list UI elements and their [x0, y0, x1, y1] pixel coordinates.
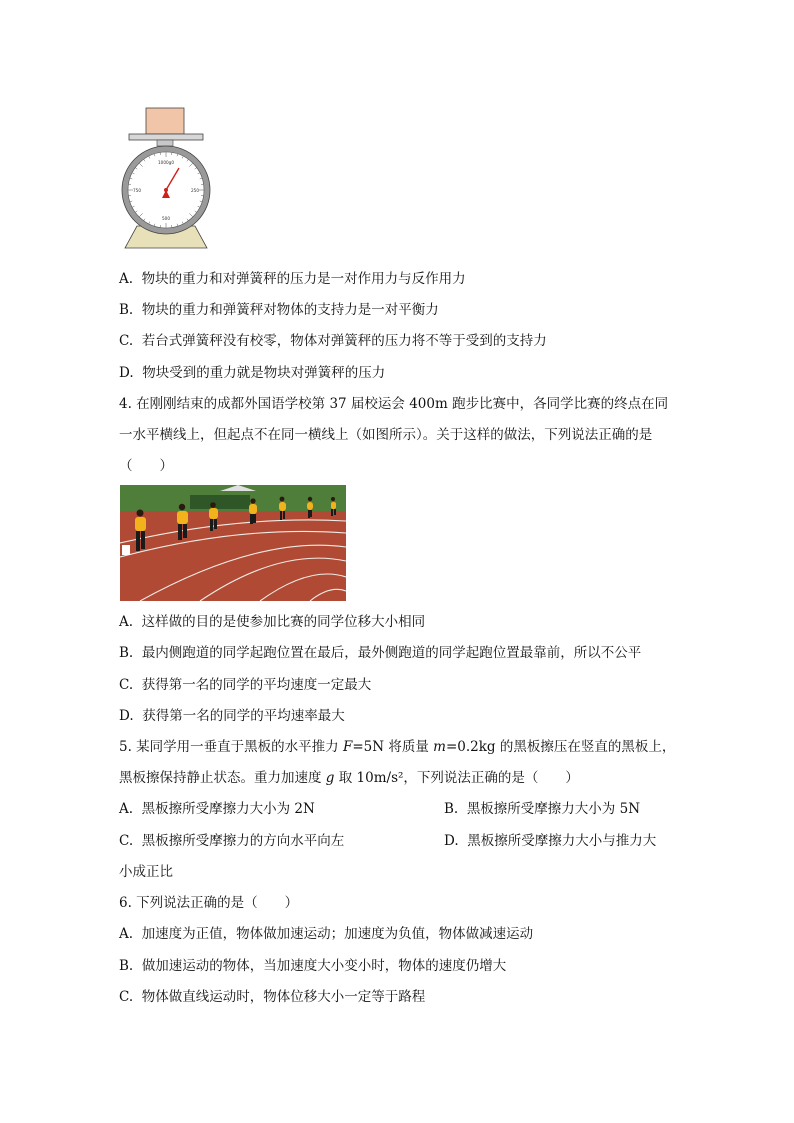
q4-option-c: C. 获得第一名的同学的平均速度一定最大 — [119, 677, 372, 693]
scale-platform — [129, 134, 203, 140]
q5-stem-line1: 5. 某同学用一垂直于黑板的水平推力 F=5N 将质量 m=0.2kg 的黑板擦压在竖直的黑板上， — [119, 739, 676, 755]
spring-scale-figure — [119, 106, 215, 252]
dial-label-top: 1000g0 — [158, 160, 174, 165]
q3-option-d: D. 物块受到的重力就是物块对弹簧秤的压力 — [119, 365, 386, 381]
running-track-photo — [120, 485, 346, 601]
q4-option-d: D. 获得第一名的同学的平均速率最大 — [119, 708, 345, 724]
q6-option-c: C. 物体做直线运动时，物体位移大小一定等于路程 — [119, 989, 426, 1005]
q4-stem-line1: 4. 在刚刚结束的成都外国语学校第 37 届校运会 400m 跑步比赛中，各同学比赛的终点在同 — [119, 396, 669, 412]
q5-option-d-continuation: 小成正比 — [119, 864, 173, 880]
q4-option-b: B. 最内侧跑道的同学起跑位置在最后，最外侧跑道的同学起跑位置最靠前，所以不公平 — [119, 645, 642, 661]
q5-stem-line2: 黑板擦保持静止状态。重力加速度 g 取 10m/s²，下列说法正确的是（ ） — [119, 770, 579, 786]
q3-option-c: C. 若台式弹簧秤没有校零，物体对弹簧秤的压力将不等于受到的支持力 — [119, 333, 547, 349]
dial-label-right: 250 — [191, 188, 199, 193]
dial-label-bottom: 500 — [162, 216, 170, 221]
q5-option-c: C. 黑板擦所受摩擦力的方向水平向左 — [119, 833, 345, 849]
q3-option-a: A. 物块的重力和对弹簧秤的压力是一对作用力与反作用力 — [119, 271, 466, 287]
q3-option-b: B. 物块的重力和弹簧秤对物体的支持力是一对平衡力 — [119, 302, 439, 318]
q6-stem: 6. 下列说法正确的是（ ） — [119, 895, 299, 911]
q4-stem-line2: 一水平横线上，但起点不在同一横线上（如图所示）。关于这样的做法，下列说法正确的是 — [119, 427, 653, 443]
q5-option-a: A. 黑板擦所受摩擦力大小为 2N — [119, 801, 315, 817]
q4-option-a: A. 这样做的目的是使参加比赛的同学位移大小相同 — [119, 614, 426, 630]
q5-option-d: D. 黑板擦所受摩擦力大小与推力大 — [444, 833, 657, 849]
q5-option-b: B. 黑板擦所受摩擦力大小为 5N — [444, 801, 641, 817]
track-surface — [120, 511, 346, 601]
dial-label-left: 750 — [133, 188, 141, 193]
q4-stem-line3: （ ） — [119, 458, 173, 474]
block-object — [146, 108, 184, 134]
q6-option-b: B. 做加速运动的物体，当加速度大小变小时，物体的速度仍增大 — [119, 958, 507, 974]
q6-option-a: A. 加速度为正值，物体做加速运动；加速度为负值，物体做减速运动 — [119, 926, 534, 942]
